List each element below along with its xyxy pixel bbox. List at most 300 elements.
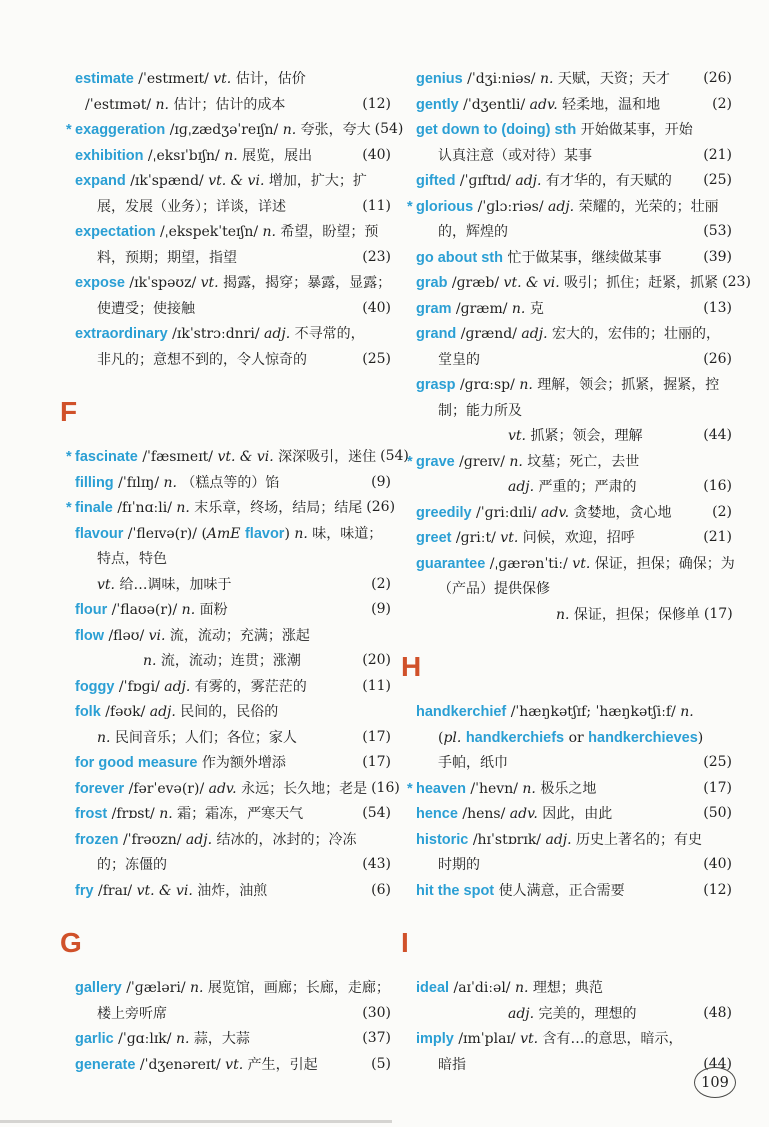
entry-line: [75, 219, 391, 245]
headword: gram: [416, 300, 452, 317]
entry-text: 理解，领会；抓紧，握紧，控: [532, 377, 720, 393]
entry-text: /fəʊk/: [100, 704, 150, 720]
entry-line-text: [75, 776, 367, 802]
headword: heaven: [416, 780, 466, 797]
star-marker: *: [407, 198, 413, 215]
page-ref: (2): [371, 575, 391, 592]
part-of-speech: n.: [262, 224, 276, 240]
entry-line-text: [416, 372, 719, 398]
entry-text: 流，流动；连贯；涨潮: [156, 653, 301, 669]
entry-text: /ˈhæŋkətʃɪf; ˈhæŋkətʃiːf/: [506, 704, 681, 720]
page-ref: (21): [703, 529, 732, 545]
entry-text: /ˈdʒentli/: [458, 96, 530, 113]
entry-text: /ˈɡɪftɪd/: [455, 173, 516, 189]
entry-line: [407, 194, 732, 220]
entry-text: /ˈɡriːdɪli/: [471, 504, 542, 521]
entry-line-text: [75, 674, 307, 700]
part-of-speech: vt. & vi.: [217, 449, 274, 465]
part-of-speech: adv.: [529, 96, 558, 113]
page-ref: (11): [362, 677, 391, 694]
entry-text: 制；能力所及: [438, 402, 522, 419]
headword: garlic: [75, 1031, 114, 1047]
entry: [401, 66, 732, 92]
entry-text: /fɪˈnɑːli/: [112, 500, 177, 516]
part-of-speech: adj.: [508, 1005, 535, 1022]
entry-line: [75, 470, 391, 496]
part-of-speech: adv.: [208, 780, 237, 797]
page-ref: (40): [703, 856, 732, 872]
part-of-speech: vt.: [200, 275, 219, 291]
page-ref: (17): [362, 754, 391, 770]
entry-line-text: [75, 168, 367, 194]
entry-text: 手帕，纸巾: [438, 755, 508, 771]
part-of-speech: n.: [509, 453, 523, 470]
part-of-speech: n.: [155, 96, 169, 113]
entry-text: /ɪmˈplaɪ/: [453, 1031, 521, 1047]
entry-text: or: [564, 729, 589, 746]
entry-text: 吸引；抓住；赶紧，抓紧: [559, 275, 719, 291]
part-of-speech: adv.: [509, 806, 538, 822]
entry-text: 作为额外增添: [197, 755, 286, 771]
entry-text: /ˈestɪmeɪt/: [133, 71, 214, 87]
page-ref: (54): [362, 805, 391, 821]
entry-text: 油炸，油煎: [192, 882, 268, 899]
entry-line-text: [416, 321, 720, 347]
entry-text: 给…调味，加味于: [115, 576, 232, 593]
entry-text: /ɪkˈstrɔːdnri/: [167, 326, 265, 342]
entry-line: [75, 975, 391, 1001]
entry: [60, 117, 404, 143]
headword: expectation: [75, 224, 156, 240]
entry-line: [416, 92, 732, 118]
entry-line: [75, 92, 391, 118]
headword: hence: [416, 806, 458, 822]
page-bottom-edge: [0, 1120, 392, 1123]
entry-text: 使人满意，正合需要: [494, 882, 625, 899]
page-ref: (26): [703, 350, 732, 367]
entry-line-text: [438, 852, 480, 878]
part-of-speech: n.: [190, 980, 204, 996]
headword: greedily: [416, 504, 472, 521]
entry-line-text: [66, 495, 363, 521]
entry-line: [75, 194, 391, 220]
page-ref: (44): [703, 427, 732, 443]
headword: gently: [416, 96, 459, 113]
part-of-speech: adj.: [515, 173, 542, 189]
entry-line: [75, 546, 391, 572]
page-ref: (17): [703, 605, 733, 622]
entry-line: [416, 168, 732, 194]
entry-text: 霜；霜冻，严寒天气: [172, 806, 304, 822]
part-of-speech: vt. & vi.: [136, 882, 193, 899]
entry-line-text: [75, 219, 378, 245]
entry-line-text: [438, 143, 592, 169]
entry-text: 理想；典范: [528, 980, 603, 996]
section-letter-i: I: [401, 927, 410, 958]
entry-text: 估计；估计的成本: [168, 96, 286, 113]
entry-line-text: [75, 1026, 250, 1052]
entry-text: 因此，由此: [537, 806, 613, 822]
entry-line-text: [416, 878, 625, 904]
entry-line-text: [438, 750, 508, 776]
entry-text: 抓紧；领会，理解: [526, 428, 643, 444]
entry-text: /ˌeksɪˈbɪʃn/: [143, 147, 225, 164]
headword: frost: [75, 806, 108, 822]
entry-text: 暗指: [438, 1056, 466, 1073]
entry-text: 极乐之地: [535, 780, 597, 797]
entry-line-text: [416, 525, 635, 551]
entry-line: [75, 878, 391, 904]
headword: foggy: [75, 678, 115, 695]
entry-line: [416, 117, 732, 143]
headword: gallery: [75, 980, 122, 996]
entry-text: /ˈfæsɪneɪt/: [137, 449, 218, 465]
page-ref: (25): [703, 754, 732, 770]
entry: [60, 495, 396, 521]
page-ref: (17): [703, 779, 732, 796]
entry-text: 增加，扩大；扩: [264, 173, 367, 189]
entry-line-text: [97, 546, 167, 572]
part-of-speech: n.: [143, 653, 157, 669]
entry-text: 非凡的；意想不到的，令人惊奇的: [97, 351, 307, 368]
part-of-speech: adj.: [185, 831, 213, 848]
entry-line-text: [75, 699, 278, 725]
entry: [401, 194, 732, 245]
entry-line: [416, 398, 732, 424]
part-of-speech: adj.: [521, 326, 548, 342]
page-ref: (16): [703, 478, 732, 494]
entry: [401, 92, 732, 118]
entry-line-text: [97, 245, 237, 271]
entry-line: [416, 296, 732, 322]
part-of-speech: n.: [514, 980, 529, 996]
entry-line-text: [416, 699, 694, 725]
entry-line: [66, 117, 404, 143]
entry-text: 特点，特色: [97, 551, 167, 567]
part-of-speech: AmE: [206, 525, 241, 542]
entry-line-text: [97, 347, 307, 373]
entry-line-text: [66, 117, 371, 143]
page-ref: (9): [371, 473, 391, 490]
entry-text: /ɪɡˌzædʒəˈreɪʃn/: [165, 122, 283, 138]
page-ref: (12): [362, 95, 391, 112]
entry: [60, 750, 391, 776]
entry-line: [75, 296, 391, 322]
part-of-speech: vt.: [520, 1031, 539, 1047]
headword: expose: [75, 275, 125, 291]
part-of-speech: adj.: [264, 326, 291, 342]
entry-line: [75, 270, 391, 296]
entry-text: 展览馆，画廊；长廊，走廊；: [203, 980, 390, 996]
part-of-speech: n.: [519, 377, 533, 393]
entry-text: 坟墓；死亡，去世: [522, 453, 640, 470]
entry: [60, 470, 391, 496]
headword: flavor: [244, 525, 285, 542]
entry-line-text: [416, 827, 702, 853]
entry: [401, 801, 732, 827]
part-of-speech: vt.: [97, 576, 115, 593]
entry-line-text: [97, 1001, 167, 1027]
entry: [401, 270, 751, 296]
entry-line-text: [407, 776, 597, 802]
entry-text: 使遭受；使接触: [97, 300, 195, 317]
entry-line: [75, 66, 391, 92]
entry-text: /ɪkˈspænd/: [125, 173, 209, 189]
entry-line-text: [75, 597, 228, 623]
entry-line-text: [556, 602, 700, 628]
entry-text: 荣耀的，光荣的；壮丽: [574, 198, 719, 215]
entry-line: [75, 597, 391, 623]
entry-text: 希望，盼望；预: [275, 224, 379, 240]
headword: flavour: [75, 525, 124, 542]
page-ref: (43): [362, 856, 391, 872]
column-left: [60, 66, 409, 1077]
entry-line-text: [438, 725, 703, 751]
headword: extraordinary: [75, 326, 168, 342]
entry-line: [75, 776, 400, 802]
entry-text: 忙于做某事，继续做某事: [503, 249, 662, 266]
part-of-speech: vt.: [213, 71, 232, 87]
part-of-speech: n.: [680, 704, 694, 720]
entry-line: [75, 750, 391, 776]
entry-text: /fləʊ/: [104, 627, 149, 644]
entry-line: [75, 827, 391, 853]
part-of-speech: n.: [175, 1031, 190, 1047]
entry-text: 有雾的，雾茫茫的: [190, 678, 307, 695]
page-ref: (54): [380, 448, 409, 464]
entry-text: /ˈfɒɡi/: [114, 678, 165, 695]
entry-line: [407, 449, 732, 475]
entry-line: [407, 776, 732, 802]
entry-text: /ˌɡærənˈtiː/: [485, 555, 573, 572]
headword: flour: [75, 602, 108, 618]
part-of-speech: adj.: [164, 678, 191, 695]
entry-text: /frɒst/: [107, 806, 160, 822]
entry-line-text: [416, 117, 693, 143]
part-of-speech: n.: [282, 122, 297, 138]
entry: [60, 444, 409, 470]
entry-text: /ɡrænd/: [456, 326, 522, 342]
entry-line-text: [143, 648, 301, 674]
part-of-speech: adv.: [541, 504, 570, 521]
entry-line-text: [508, 474, 637, 500]
headword: historic: [416, 831, 469, 848]
page-ref: (53): [703, 223, 732, 239]
entry-line: [416, 1026, 732, 1052]
entry-line-text: [438, 398, 522, 424]
part-of-speech: n.: [294, 525, 308, 542]
headword: expand: [75, 173, 126, 189]
entry-text: 有才华的，有天赋的: [541, 173, 672, 189]
entry-line: [416, 500, 732, 526]
entry: [60, 219, 391, 270]
entry-line: [416, 245, 732, 271]
page-ref: (50): [703, 805, 732, 821]
entry-line-text: [416, 66, 670, 92]
entry-text: /ˈɡæləri/: [121, 980, 190, 996]
page-ref: (16): [371, 779, 400, 796]
entry-text: /ˈfɪlɪŋ/: [113, 474, 164, 491]
entry-text: ): [697, 729, 704, 746]
entry-text: /ɡrɑːsp/: [455, 377, 520, 393]
headword: finale: [75, 500, 113, 516]
page-ref: (37): [362, 1030, 391, 1046]
part-of-speech: vt.: [508, 428, 526, 444]
page-ref: (54): [374, 121, 404, 137]
star-marker: *: [407, 453, 413, 470]
page-ref: (17): [362, 728, 391, 745]
part-of-speech: vi.: [148, 627, 166, 644]
entry-text: 的，辉煌的: [438, 224, 508, 240]
entry-line: [416, 725, 732, 751]
entry-text: 永远；长久地；老是: [236, 780, 368, 797]
entry-line-text: [75, 66, 306, 92]
entry-text: 克: [525, 300, 544, 317]
entry-text: 宏大的，宏伟的；壮丽的，: [547, 326, 720, 342]
entry-text: （产品）提供保修: [438, 581, 550, 597]
entry-text: /ɡræm/: [451, 300, 512, 317]
page-number-badge: [694, 1067, 736, 1098]
column-right: [401, 66, 751, 1077]
entry-line: [416, 321, 732, 347]
page-number: 109: [701, 1074, 729, 1091]
entry: [401, 168, 732, 194]
entry-line: [416, 423, 732, 449]
headword: frozen: [75, 831, 119, 848]
entry-text: /ˈflaʊə(r)/: [107, 602, 182, 618]
entry-text: /hens/: [457, 806, 510, 822]
entry-line-text: [97, 296, 195, 322]
entry-text: 民间音乐；人们；各位；家人: [110, 729, 297, 746]
entry-text: 堂皇的: [438, 351, 480, 368]
entry-line: [75, 347, 391, 373]
entry-line-text: [75, 975, 390, 1001]
entry: [401, 1026, 732, 1077]
entry-line-text: [508, 423, 642, 449]
headword: for good measure: [75, 755, 198, 771]
page-ref: (2): [712, 503, 732, 520]
page-ref: (48): [703, 1004, 732, 1021]
entry-text: /ɡriːt/: [451, 530, 501, 546]
entry-line: [75, 1052, 391, 1078]
entry-text: 料，预期；期望，指望: [97, 249, 237, 266]
page-ref: (20): [362, 652, 391, 668]
entry-line: [416, 576, 732, 602]
page-ref: (12): [703, 881, 732, 898]
entry: [401, 117, 732, 168]
entry: [401, 827, 732, 878]
entry-text: /ˈdʒenəreɪt/: [135, 1056, 226, 1073]
part-of-speech: vt.: [572, 555, 591, 572]
entry-line-text: [438, 1052, 466, 1078]
headword: fry: [75, 882, 94, 899]
entry: [60, 776, 400, 802]
entry-line-text: [97, 572, 231, 598]
headword: forever: [75, 780, 125, 797]
entry-line-text: [75, 827, 356, 853]
entry-line-text: [416, 975, 603, 1001]
section-letter-g: G: [60, 927, 83, 958]
entry: [60, 66, 391, 117]
entry-text: 夸张，夸大: [296, 122, 371, 138]
headword: guarantee: [416, 555, 486, 572]
entry-text: 不寻常的，: [290, 326, 365, 342]
entry: [60, 1052, 391, 1078]
part-of-speech: adj.: [508, 479, 535, 495]
headword: ideal: [416, 980, 450, 996]
entry-text: 历史上著名的；有史: [571, 831, 703, 848]
entry-line-text: [416, 1026, 683, 1052]
entry: [60, 801, 391, 827]
entry: [401, 878, 732, 904]
headword: estimate: [75, 71, 134, 87]
entry-text: 揭露，揭穿；暴露，显露；: [218, 275, 392, 291]
part-of-speech: vt. & vi.: [503, 275, 560, 291]
part-of-speech: n.: [511, 300, 526, 317]
page-ref: (23): [722, 274, 751, 290]
entry-text: 味，味道；: [307, 525, 383, 542]
page-ref: (26): [366, 499, 396, 515]
headword: go about sth: [416, 249, 503, 266]
entry-line: [75, 674, 391, 700]
entry-line-text: [508, 1001, 637, 1027]
entry-line: [416, 1052, 732, 1078]
page-ref: (26): [703, 70, 732, 86]
entry-line-text: [75, 1052, 318, 1078]
entry-line: [75, 852, 391, 878]
entry-line: [416, 852, 732, 878]
entry: [401, 500, 732, 526]
entry-line: [75, 699, 391, 725]
entry: [60, 699, 391, 750]
entry-line-text: [416, 551, 735, 577]
entry-text: /ɪkˈspəʊz/: [124, 275, 201, 291]
page-ref: (9): [371, 601, 391, 617]
entry-line: [416, 827, 732, 853]
entry-line: [75, 623, 391, 649]
entry: [401, 372, 732, 449]
headword: handkerchieves: [588, 729, 698, 746]
entry-text: 问候，欢迎，招呼: [518, 530, 635, 546]
entry-line-text: [75, 470, 279, 496]
part-of-speech: n.: [556, 606, 570, 623]
page-ref: (40): [362, 299, 391, 316]
part-of-speech: n.: [176, 500, 190, 516]
headword: exhibition: [75, 147, 144, 164]
entry-text: /ˈestɪmət/: [85, 96, 156, 113]
entry-line: [416, 1001, 732, 1027]
headword: hit the spot: [416, 882, 495, 899]
entry-line: [416, 143, 732, 169]
entry: [60, 270, 391, 321]
page-ref: (5): [371, 1055, 391, 1072]
headword: greet: [416, 530, 452, 546]
entry-text: 时期的: [438, 857, 480, 873]
entry-line-text: [416, 168, 672, 194]
entry-line-text: [75, 623, 310, 649]
part-of-speech: vt. & vi.: [208, 173, 265, 189]
page-ref: (21): [703, 146, 732, 163]
entry-text: 的；冻僵的: [97, 857, 167, 873]
entry-text: 深深吸引，迷住: [273, 449, 377, 465]
entry-line: [75, 1026, 391, 1052]
entry: [60, 143, 391, 169]
entry-line: [75, 725, 391, 751]
entry-text: 楼上旁听席: [97, 1005, 167, 1022]
entry-line: [75, 648, 391, 674]
entry-text: 认真注意（或对待）某事: [438, 147, 592, 164]
entry-line: [416, 372, 732, 398]
